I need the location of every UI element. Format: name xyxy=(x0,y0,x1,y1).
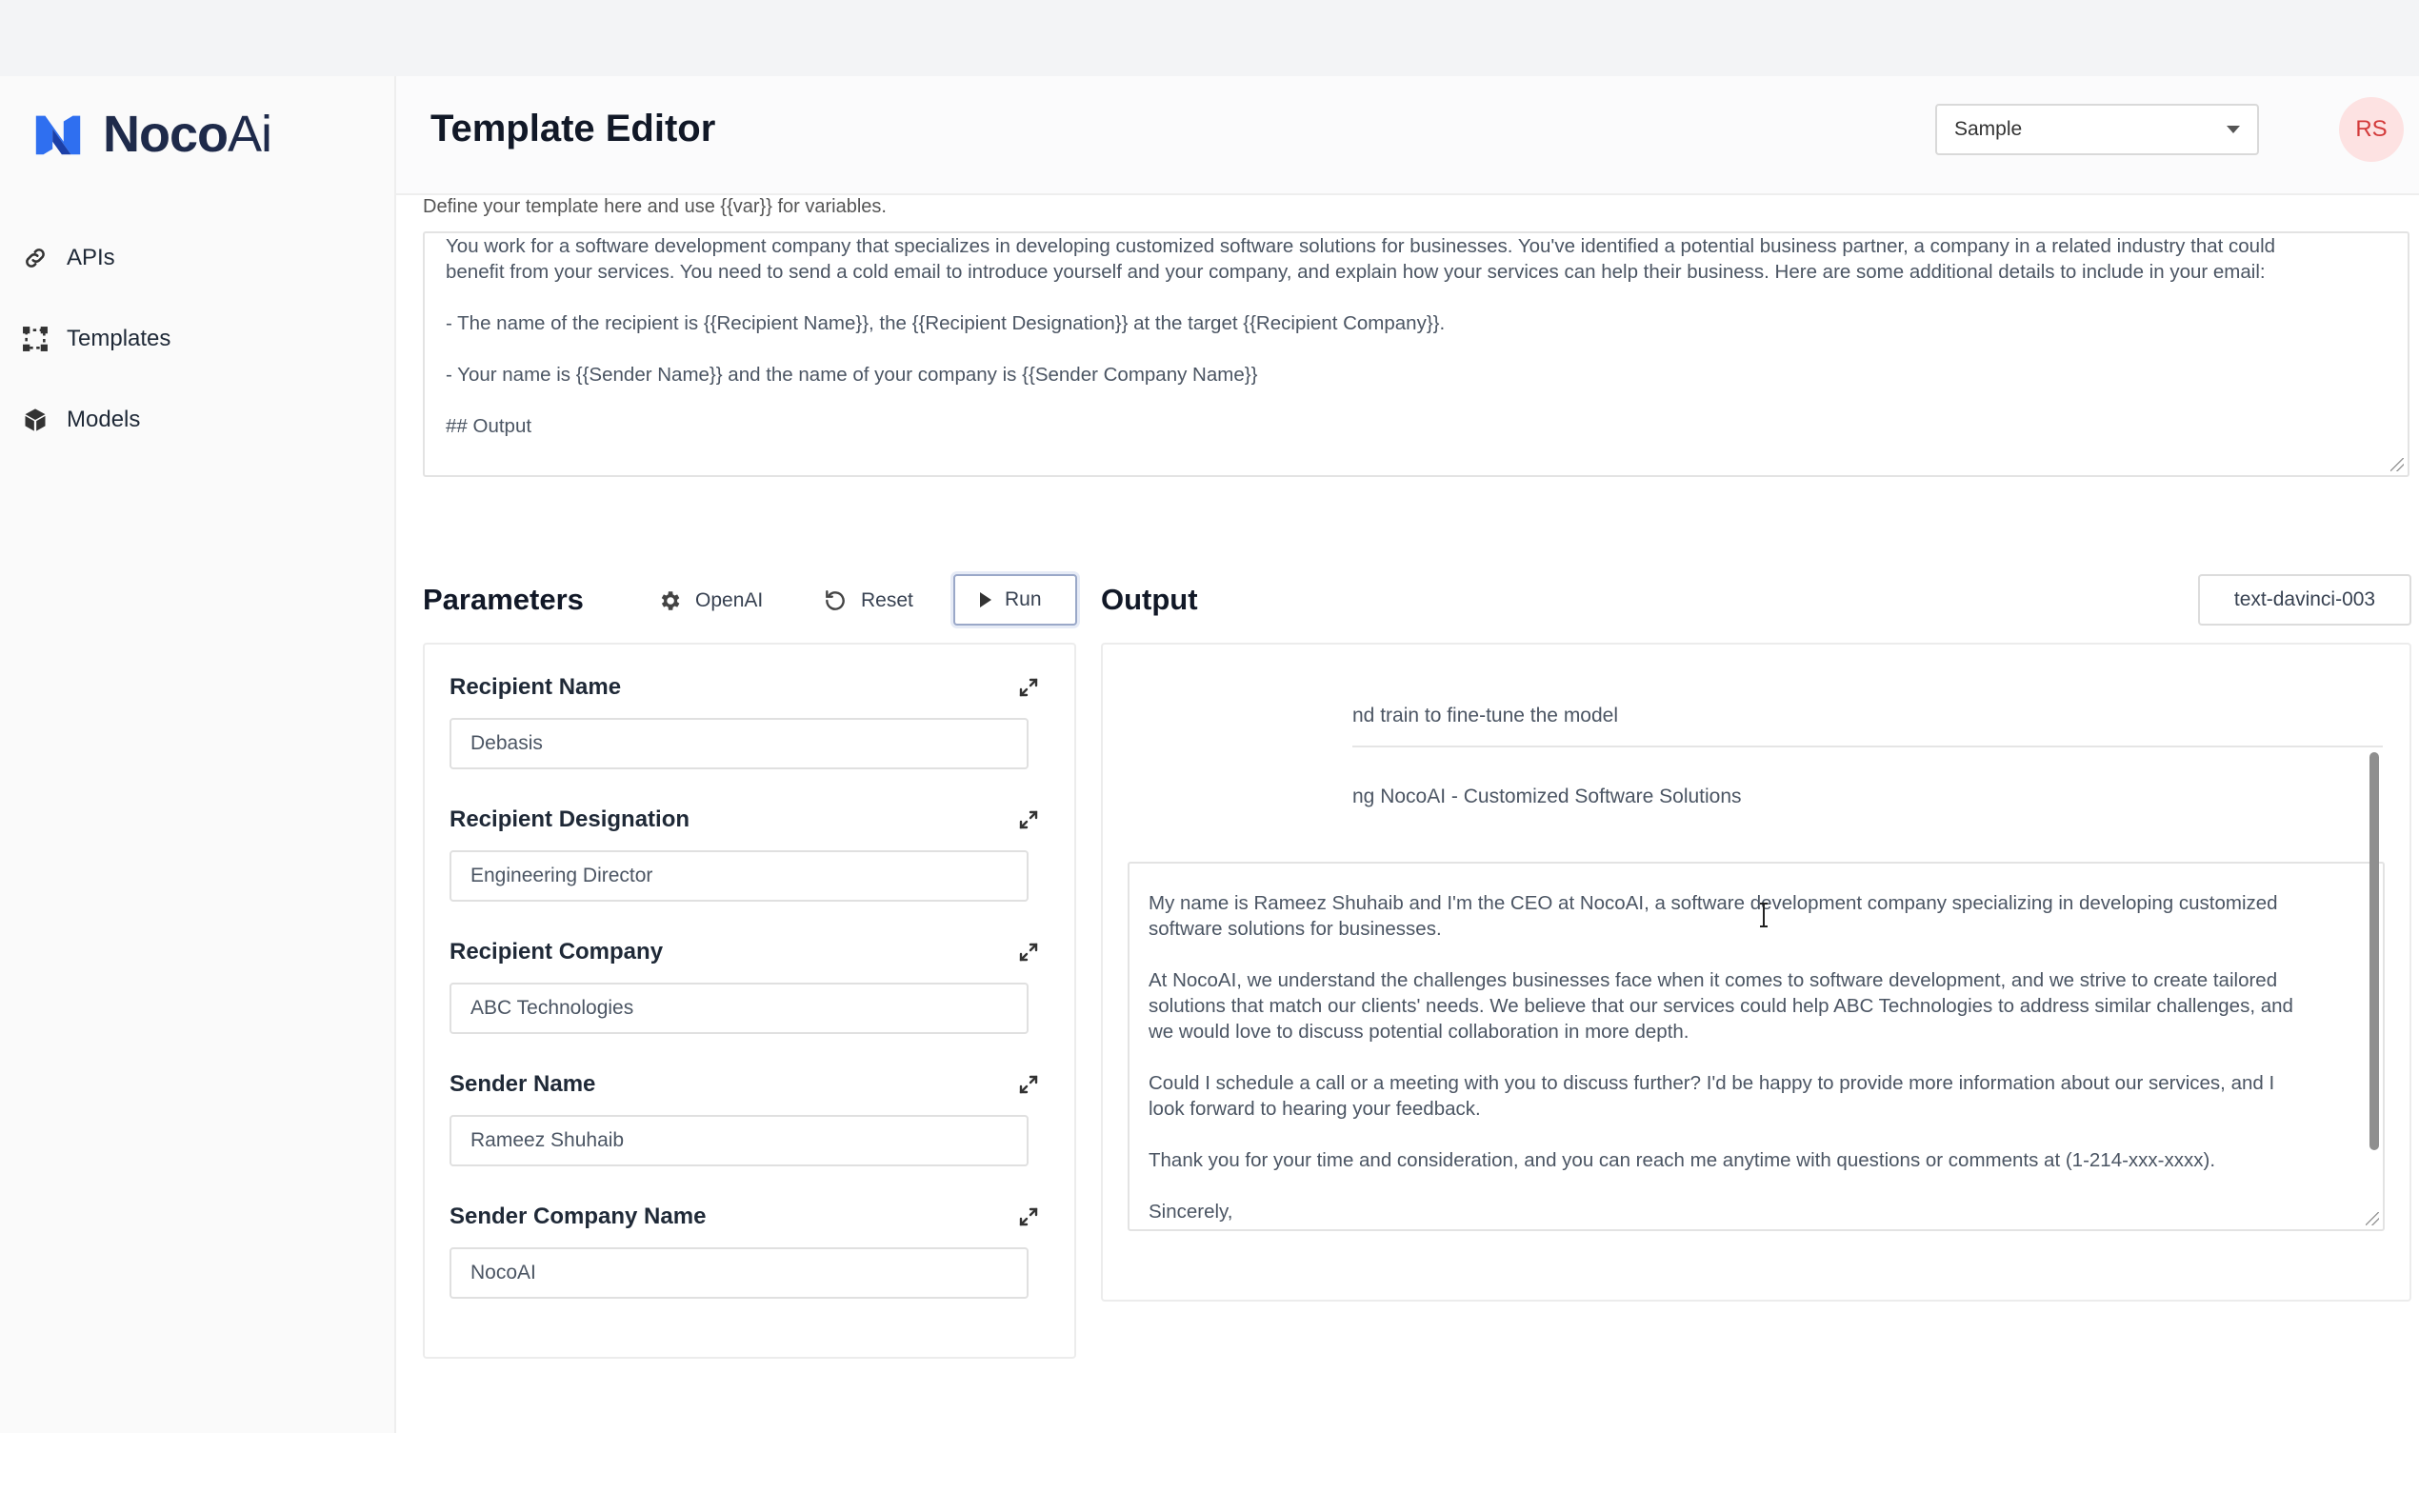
output-line: solutions that match our clients' needs. We believe that our services could help ABC Technologies to address similar challenges, and xyxy=(1149,995,2293,1017)
param-recipient-designation xyxy=(450,801,1040,902)
gear-icon xyxy=(657,588,682,613)
output-line: software solutions for businesses. xyxy=(1149,918,1442,940)
output-line: My name is Rameez Shuhaib and I'm the CEO at NocoAI, a software development company specializing in developing customized xyxy=(1149,892,2278,914)
caret-down-icon xyxy=(2227,126,2240,133)
header xyxy=(396,76,2419,195)
template-line: You work for a software development company that specializes in developing customized software solutions for businesses. You've identified a potential business partner, a company in a related industry that could xyxy=(446,235,2276,257)
output-scrollbar[interactable] xyxy=(2369,752,2379,1150)
bottom-band xyxy=(0,1433,2419,1512)
noco-logo-icon xyxy=(30,107,86,162)
sender-company-name-input[interactable]: NocoAI xyxy=(450,1247,1029,1299)
expand-icon[interactable] xyxy=(1017,941,1040,964)
parameters-title: Parameters xyxy=(423,583,584,616)
play-icon xyxy=(980,592,991,607)
sender-name-input[interactable]: Rameez Shuhaib xyxy=(450,1115,1029,1166)
divider xyxy=(1352,746,2383,747)
recipient-company-input[interactable]: ABC Technologies xyxy=(450,983,1029,1034)
param-sender-company-name xyxy=(450,1198,1040,1299)
template-line: benefit from your services. You need to send a cold email to introduce yourself and your company, and explain how your services can help their business. Here are some additional details to include in your email: xyxy=(446,261,2266,283)
param-recipient-company xyxy=(450,933,1040,1034)
param-recipient-name xyxy=(450,668,1040,769)
reset-icon xyxy=(823,588,848,613)
sidebar-item-apis[interactable] xyxy=(21,217,170,298)
sidebar-item-label: Models xyxy=(67,406,141,432)
output-line: Sincerely, xyxy=(1149,1201,1233,1223)
reset-label: Reset xyxy=(861,589,913,611)
sidebar-nav xyxy=(21,217,170,460)
template-line: - The name of the recipient is {{Recipient Name}}, the {{Recipient Designation}} at the target {{Recipient Company}}. xyxy=(446,312,1446,334)
param-label: Recipient Company xyxy=(450,939,664,965)
resize-handle[interactable] xyxy=(2366,1212,2379,1225)
logo[interactable] xyxy=(30,105,271,164)
expand-icon[interactable] xyxy=(1017,676,1040,699)
sidebar-item-label: Templates xyxy=(67,325,171,351)
sidebar-item-label: APIs xyxy=(67,244,115,270)
param-label: Recipient Designation xyxy=(450,806,690,832)
avatar[interactable]: RS xyxy=(2339,97,2404,162)
output-line: At NocoAI, we understand the challenges businesses face when it comes to software development, and we strive to create tailored xyxy=(1149,969,2278,991)
output-line: Thank you for your time and consideration, and you can reach me anytime with questions or comments at (1-214-xxx-xxxx). xyxy=(1149,1149,2216,1171)
sidebar-item-models[interactable] xyxy=(21,379,170,460)
page-title: Template Editor xyxy=(430,108,716,149)
output-partial-line: nd train to fine-tune the model xyxy=(1352,705,1619,726)
resize-handle[interactable] xyxy=(2390,458,2404,471)
param-label: Sender Company Name xyxy=(450,1204,707,1229)
cube-icon xyxy=(21,406,50,434)
template-helper-text: Define your template here and use {{var}} for variables. xyxy=(423,196,887,217)
expand-icon[interactable] xyxy=(1017,1205,1040,1228)
run-button[interactable] xyxy=(953,574,1077,626)
model-select-button[interactable]: text-davinci-003 xyxy=(2198,574,2411,626)
param-label: Sender Name xyxy=(450,1071,596,1097)
sidebar xyxy=(0,76,396,1433)
param-sender-name xyxy=(450,1065,1040,1166)
template-editor[interactable] xyxy=(423,231,2409,477)
text-cursor-icon xyxy=(1757,903,1770,927)
recipient-designation-input[interactable]: Engineering Director xyxy=(450,850,1029,902)
output-partial-line: ng NocoAI - Customized Software Solutions xyxy=(1352,786,1742,807)
output-line: we would love to discuss potential collaboration in more depth. xyxy=(1149,1021,1689,1043)
sample-select[interactable] xyxy=(1935,104,2259,155)
output-text-area[interactable] xyxy=(1128,862,2385,1231)
template-line: ## Output xyxy=(446,415,532,437)
parameters-panel xyxy=(423,643,1076,1359)
openai-settings-button[interactable] xyxy=(657,575,763,627)
output-title: Output xyxy=(1101,583,1198,616)
openai-label: OpenAI xyxy=(695,589,764,611)
param-label: Recipient Name xyxy=(450,674,622,700)
expand-icon[interactable] xyxy=(1017,808,1040,831)
output-line: look forward to hearing your feedback. xyxy=(1149,1098,1481,1120)
frame-icon xyxy=(21,325,50,353)
link-icon xyxy=(21,244,50,272)
run-label: Run xyxy=(1005,588,1042,610)
recipient-name-input[interactable]: Debasis xyxy=(450,718,1029,769)
reset-button[interactable] xyxy=(823,575,913,627)
expand-icon[interactable] xyxy=(1017,1073,1040,1096)
sidebar-item-templates[interactable] xyxy=(21,298,170,379)
sample-select-value: Sample xyxy=(1954,118,2023,140)
output-line: Could I schedule a call or a meeting with you to discuss further? I'd be happy to provide more information about our services, and I xyxy=(1149,1072,2275,1094)
template-line: - Your name is {{Sender Name}} and the name of your company is {{Sender Company Name}} xyxy=(446,364,1258,386)
logo-text: NocoAi xyxy=(103,106,272,163)
top-band xyxy=(0,0,2419,76)
